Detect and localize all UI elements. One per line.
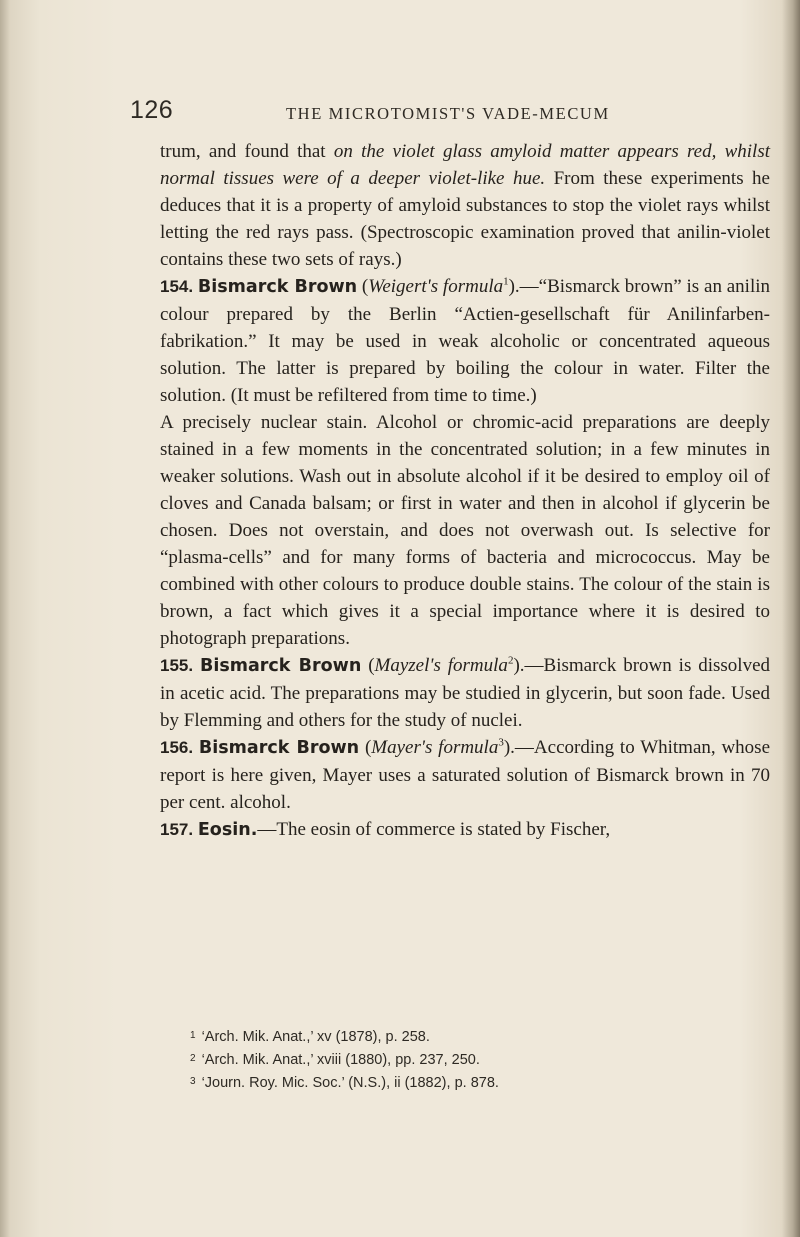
italic-text: Mayer's formula — [371, 737, 499, 758]
paragraph-continued — [160, 138, 770, 273]
footnote-text: ‘Arch. Mik. Anat.,’ xv (1878), p. 258. — [201, 1029, 430, 1045]
section-number: 157. — [160, 820, 194, 839]
footnote — [190, 1048, 750, 1071]
text-run: trum, and found that — [160, 141, 334, 162]
page-left-edge — [0, 0, 10, 1237]
paragraph — [160, 273, 770, 409]
footnote-mark: 3 — [190, 1076, 196, 1087]
text-run: ).—“Bismarck brown” is an anilin colour prepared by the Berlin “Actien-gesellschaft für Anilinfarben-fabrikation.” It may be used in weak alcoholic or concentrated aqueous solution. The latter is prepared by boiling the colour in water. Filter the solution. (It must be refiltered from time to time.) — [160, 276, 771, 406]
text-run: ).—Bismarck brown is dissolved in acetic acid. The preparations may be studied in glycerin, but soon fade. Used by Flemming and others for the study of nuclei. — [160, 655, 771, 731]
footnote-mark: 1 — [190, 1030, 196, 1041]
text-run: ( — [357, 276, 369, 297]
paragraph — [160, 734, 770, 816]
footnote — [190, 1071, 750, 1094]
italic-text: Mayzel's formula — [374, 655, 508, 676]
text-run: ).—According to Whitman, whose report is here given, Mayer uses a saturated solution of Bismarck brown in 70 per cent. alcohol. — [160, 737, 771, 813]
text-run: ( — [361, 655, 375, 676]
footnote-mark: 2 — [190, 1053, 196, 1064]
footnote — [190, 1025, 750, 1048]
body-text — [160, 138, 770, 844]
footnotes — [190, 1025, 750, 1094]
section-number: 154. — [160, 277, 194, 296]
text-run: ( — [359, 737, 372, 758]
footnote-ref: 3 — [498, 736, 504, 749]
text-run — [193, 655, 200, 676]
paragraph — [160, 409, 770, 652]
page-right-edge — [782, 0, 800, 1237]
italic-text: on the violet glass amyloid matter appears red, whilst normal tissues were of a deeper violet-like hue. — [160, 141, 770, 189]
section-number: 155. — [160, 656, 194, 675]
text-run: A precisely nuclear stain. Alcohol or chromic-acid preparations are deeply stained in a few moments in the concentrated solution; in a few minutes in weaker solutions. Wash out in absolute alcohol if it be desired to employ oil of cloves and Canada balsam; or first in water and then in alcohol if glycerin be chosen. Does not overstain, and does not overwash out. Is selective for “plasma-cells” and for many forms of bacteria and micrococcus. May be combined with other colours to produce double stains. The colour of the stain is brown, a fact which gives it a special importance where it is desired to photograph preparations. — [160, 412, 770, 649]
text-run: From these experiments he deduces that it is a property of amyloid substances to stop the violet rays whilst letting the red rays pass. (Spectroscopic examination proved that anilin-violet contains these two sets of rays.) — [160, 168, 770, 270]
italic-text: Weigert's formula — [368, 276, 504, 297]
footnote-text: ‘Arch. Mik. Anat.,’ xviii (1880), pp. 237, 250. — [201, 1052, 480, 1068]
paragraph — [160, 652, 770, 734]
footnote-text: ‘Journ. Roy. Mic. Soc.’ (N.S.), ii (1882), p. 878. — [201, 1075, 499, 1091]
page-number: 126 — [130, 96, 174, 124]
text-run: —The eosin of commerce is stated by Fischer, — [257, 819, 611, 840]
running-head: THE MICROTOMIST'S VADE-MECUM — [286, 104, 610, 123]
paragraph — [160, 816, 770, 844]
section-heading: Eosin. — [197, 820, 258, 840]
section-heading: Bismarck Brown — [198, 738, 360, 758]
footnote-ref: 2 — [507, 654, 514, 667]
section-heading: Bismarck Brown — [200, 656, 362, 676]
page-header — [130, 96, 770, 126]
section-heading: Bismarck Brown — [197, 277, 358, 297]
footnote-ref: 1 — [503, 275, 509, 288]
section-number: 156. — [160, 738, 194, 757]
